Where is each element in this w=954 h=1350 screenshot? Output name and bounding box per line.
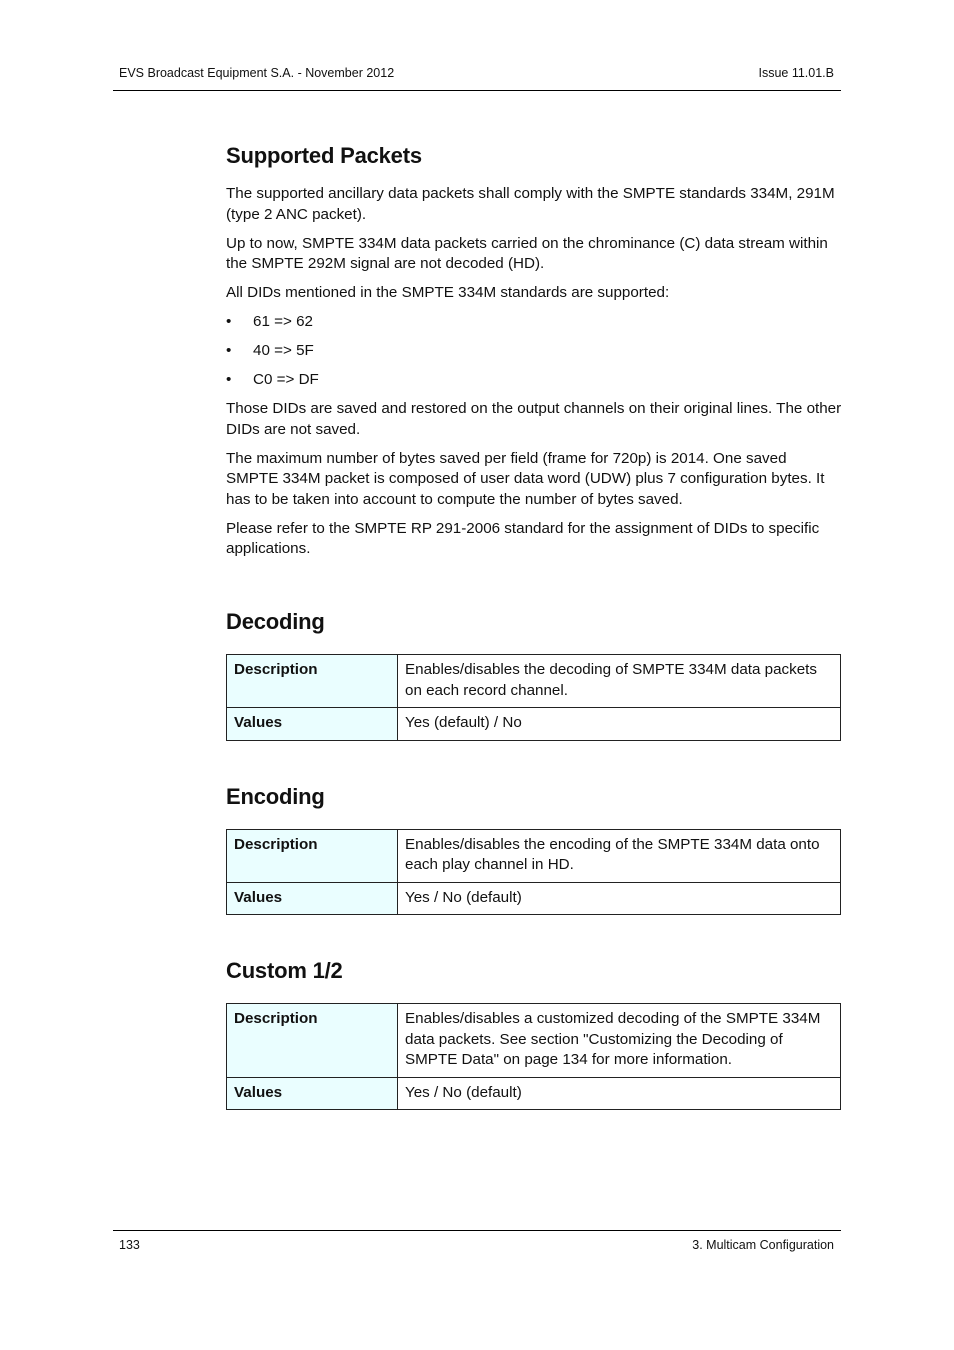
table-row bbox=[227, 882, 841, 915]
values-label: Values bbox=[227, 882, 398, 915]
description-value: Enables/disables a customized decoding of the SMPTE 334M data packets. See section "Customizing the Decoding of SMPTE Data" on page 134 for more information. bbox=[398, 1004, 841, 1078]
page-footer bbox=[113, 1230, 841, 1255]
decoding-table bbox=[226, 654, 841, 741]
page-header bbox=[113, 64, 841, 91]
table-row bbox=[227, 708, 841, 741]
description-label: Description bbox=[227, 1004, 398, 1078]
section-title-custom: Custom 1/2 bbox=[226, 958, 343, 983]
values-label: Values bbox=[227, 708, 398, 741]
values-value: Yes / No (default) bbox=[398, 1077, 841, 1110]
section-title-supported-packets: Supported Packets bbox=[226, 143, 422, 168]
bullet-icon: • bbox=[226, 313, 232, 330]
table-row bbox=[227, 655, 841, 708]
section-title-decoding: Decoding bbox=[226, 609, 325, 634]
header-company-date: EVS Broadcast Equipment S.A. - November 2012 bbox=[119, 66, 395, 80]
values-value: Yes (default) / No bbox=[398, 708, 841, 741]
list-item-text: C0 => DF bbox=[253, 371, 319, 388]
table-row bbox=[227, 1077, 841, 1110]
custom-table bbox=[226, 1003, 841, 1110]
did-range-list bbox=[226, 312, 842, 391]
page-number: 133 bbox=[119, 1238, 140, 1252]
page-content bbox=[226, 140, 842, 1110]
list-item bbox=[226, 341, 842, 362]
bullet-icon: • bbox=[226, 371, 232, 388]
list-item-text: 61 => 62 bbox=[253, 313, 313, 330]
description-label: Description bbox=[227, 829, 398, 882]
encoding-table bbox=[226, 829, 841, 916]
paragraph-hd-not-decoded: Up to now, SMPTE 334M data packets carried on the chrominance (C) data stream within the SMPTE 292M signal are not decoded (HD). bbox=[226, 234, 828, 272]
description-value: Enables/disables the encoding of the SMPTE 334M data onto each play channel in HD. bbox=[398, 829, 841, 882]
paragraph-compliance: The supported ancillary data packets shall comply with the SMPTE standards 334M, 291M (type 2 ANC packet). bbox=[226, 185, 835, 223]
paragraph-dids-saved: Those DIDs are saved and restored on the output channels on their original lines. The other DIDs are not saved. bbox=[226, 400, 842, 438]
list-item-text: 40 => 5F bbox=[253, 342, 314, 359]
description-label: Description bbox=[227, 655, 398, 708]
bullet-icon: • bbox=[226, 342, 232, 359]
values-value: Yes / No (default) bbox=[398, 882, 841, 915]
description-value: Enables/disables the decoding of SMPTE 334M data packets on each record channel. bbox=[398, 655, 841, 708]
paragraph-dids-supported: All DIDs mentioned in the SMPTE 334M standards are supported: bbox=[226, 284, 670, 301]
section-title-encoding: Encoding bbox=[226, 783, 325, 809]
header-issue: Issue 11.01.B bbox=[758, 66, 834, 80]
paragraph-max-bytes: The maximum number of bytes saved per field (frame for 720p) is 2014. One saved SMPTE 334M packet is composed of user data word (UDW) plus 7 configuration bytes. It has to be taken into account to compute the number of bytes saved. bbox=[226, 449, 825, 508]
values-label: Values bbox=[227, 1077, 398, 1110]
list-item bbox=[226, 370, 842, 391]
table-row bbox=[227, 1004, 841, 1078]
paragraph-refer-standard: Please refer to the SMPTE RP 291-2006 standard for the assignment of DIDs to specific applications. bbox=[226, 519, 820, 557]
chapter-title: 3. Multicam Configuration bbox=[692, 1238, 834, 1252]
list-item bbox=[226, 312, 842, 333]
table-row bbox=[227, 829, 841, 882]
